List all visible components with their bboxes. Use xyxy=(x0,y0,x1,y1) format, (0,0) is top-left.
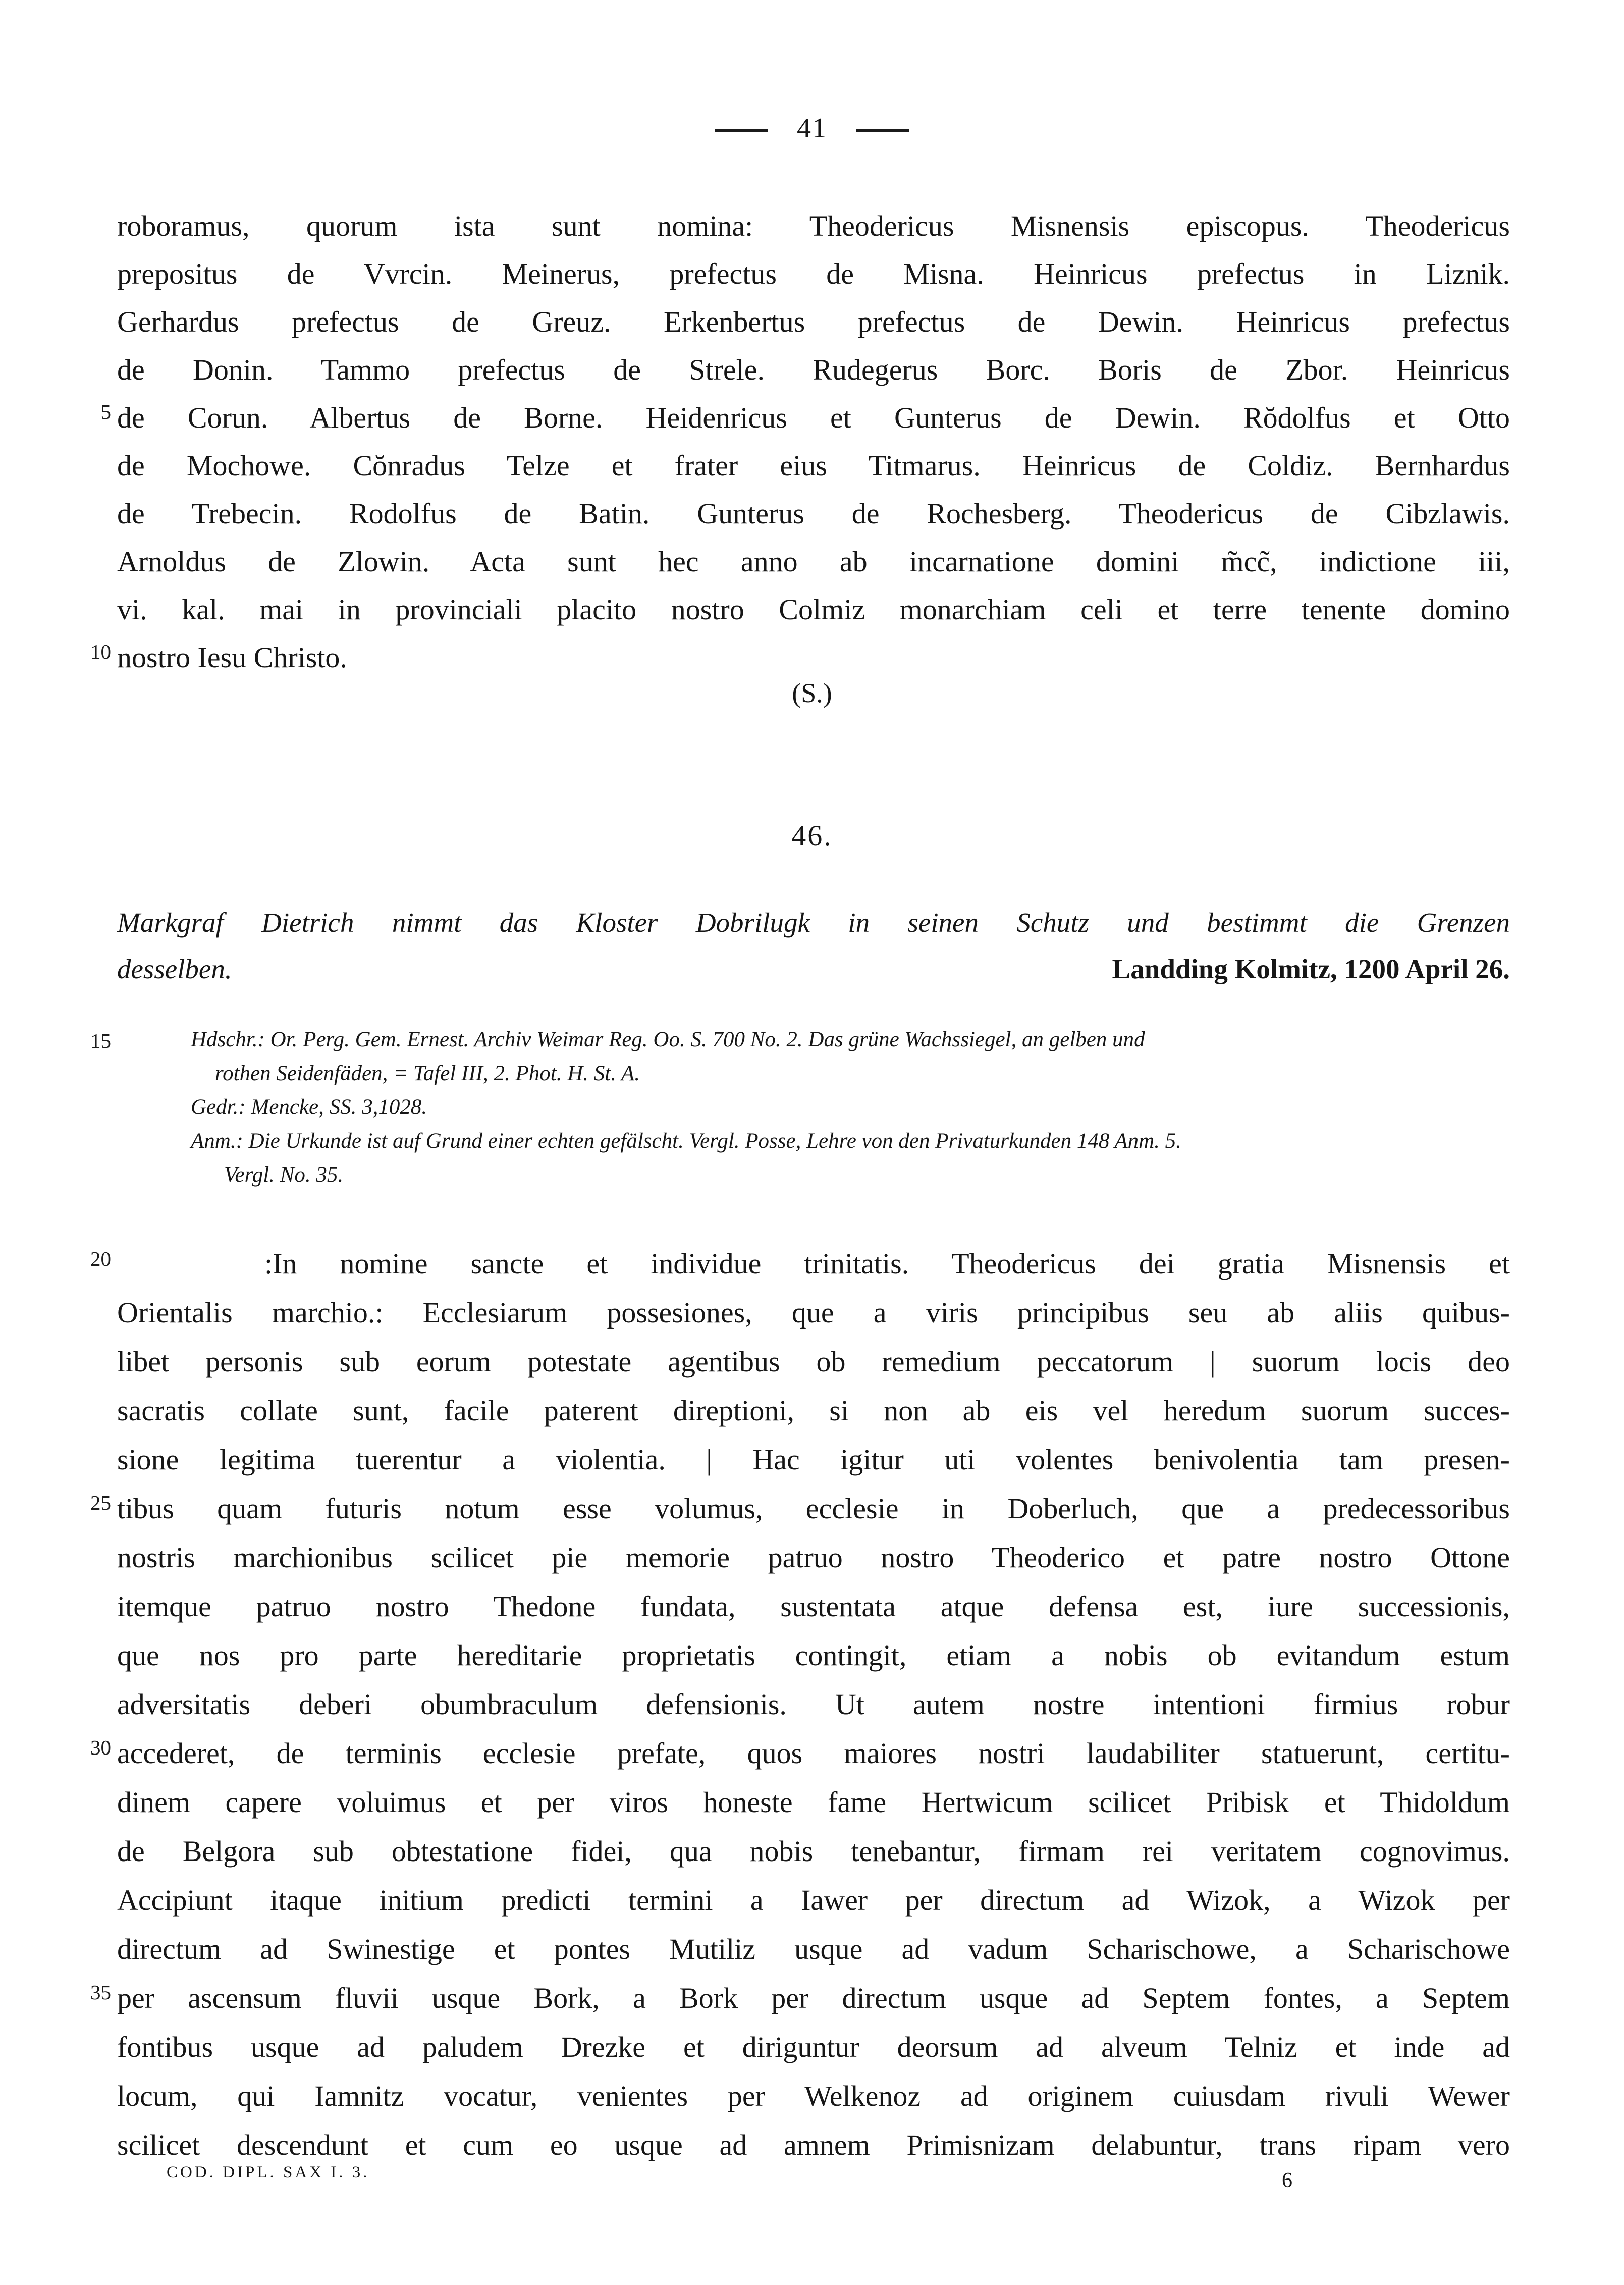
page-number-rule-right xyxy=(856,129,909,132)
text-line: Accipiunt itaque initium predicti termini a Iawer per directum ad Wizok, a Wizok per xyxy=(117,1884,1510,1917)
text-line: fontibus usque ad paludem Drezke et diriguntur deorsum ad alveum Telniz et inde ad xyxy=(117,2031,1510,2063)
text-line: nostro Iesu Christo. xyxy=(117,641,347,674)
text-line: Arnoldus de Zlowin. Acta sunt hec anno ab incarnatione domini m̃cc̃, indictione iii, xyxy=(117,545,1510,578)
text-line: dinem capere voluimus et per viros honeste fame Hertwicum scilicet Pribisk et Thidoldum xyxy=(117,1786,1510,1819)
text-line: vi. kal. mai in provinciali placito nostro Colmiz monarchiam celi et terre tenente domino xyxy=(117,593,1510,626)
text-line: de Trebecin. Rodolfus de Batin. Gunterus de Rochesberg. Theodericus de Cibzlawis. xyxy=(117,497,1510,530)
margin-line-number: 20 xyxy=(90,1247,111,1270)
regest xyxy=(117,899,1510,992)
text-line: itemque patruo nostro Thedone fundata, sustentata atque defensa est, iure successionis, xyxy=(117,1590,1510,1623)
charter-45-text-end xyxy=(117,202,1510,681)
text-line: per ascensum fluvii usque Bork, a Bork per directum usque ad Septem fontes, a Septem xyxy=(117,1982,1510,2014)
text-line: de Corun. Albertus de Borne. Heidenricus et Gunterus de Dewin. Rŏdolfus et Otto xyxy=(117,401,1510,434)
margin-line-number: 5 xyxy=(100,400,111,423)
page-header xyxy=(0,112,1624,144)
text-line: Orientalis marchio.: Ecclesiarum possesiones, que a viris principibus seu ab aliis quibus- xyxy=(117,1296,1510,1329)
apparatus-line-anm: Anm.: Die Urkunde ist auf Grund einer echten gefälscht. Vergl. Posse, Lehre von den Privaturkunden 148 Anm. 5. xyxy=(191,1129,1181,1153)
text-line: adversitatis deberi obumbraculum defensionis. Ut autem nostre intentioni firmius robur xyxy=(117,1688,1510,1721)
seal-mark: (S.) xyxy=(792,678,832,708)
margin-line-number: 15 xyxy=(90,1029,111,1052)
margin-line-number: 25 xyxy=(90,1491,111,1514)
margin-line-number: 10 xyxy=(90,640,111,663)
text-line: :In nomine sancte et individue trinitatis. Theodericus dei gratia Misnensis et xyxy=(264,1247,1510,1280)
apparatus-line-gedr: Gedr.: Mencke, SS. 3,1028. xyxy=(191,1095,427,1119)
text-line: que nos pro parte hereditarie proprietatis contingit, etiam a nobis ob evitandum estum xyxy=(117,1639,1510,1672)
charter-46-text xyxy=(117,1239,1510,2169)
page-number-rule-left xyxy=(715,129,768,132)
text-line: roboramus, quorum ista sunt nomina: Theodericus Misnensis episcopus. Theodericus xyxy=(117,209,1510,242)
text-line: locum, qui Iamnitz vocatur, venientes per Welkenoz ad originem cuiusdam rivuli Wewer xyxy=(117,2080,1510,2112)
date-place: Landding Kolmitz, 1200 April 26. xyxy=(1112,953,1510,984)
series-footer: COD. DIPL. SAX I. 3. xyxy=(167,2163,370,2182)
charter-number-heading: 46. xyxy=(791,819,833,852)
apparatus-line: Vergl. No. 35. xyxy=(224,1163,344,1187)
text-line: sacratis collate sunt, facile paterent direptioni, si non ab eis vel heredum suorum succes- xyxy=(117,1394,1510,1427)
margin-line-number: 35 xyxy=(90,1981,111,2004)
page-number: 41 xyxy=(797,113,827,144)
text-line: de Donin. Tammo prefectus de Strele. Rudegerus Borc. Boris de Zbor. Heinricus xyxy=(117,353,1510,386)
regest-line: Markgraf Dietrich nimmt das Kloster Dobrilugk in seinen Schutz und bestimmt die Grenzen xyxy=(117,907,1510,938)
text-line: tibus quam futuris notum esse volumus, ecclesie in Doberluch, que a predecessoribus xyxy=(117,1492,1510,1525)
text-line: de Mochowe. Cŏnradus Telze et frater eius Titmarus. Heinricus de Coldiz. Bernhardus xyxy=(117,449,1510,482)
margin-line-number: 30 xyxy=(90,1736,111,1759)
text-line: Gerhardus prefectus de Greuz. Erkenbertus prefectus de Dewin. Heinricus prefectus xyxy=(117,305,1510,338)
text-line: directum ad Swinestige et pontes Mutiliz usque ad vadum Scharischowe, a Scharischowe xyxy=(117,1933,1510,1965)
text-line: accederet, de terminis ecclesie prefate, quos maiores nostri laudabiliter statuerunt, certitu- xyxy=(117,1737,1510,1770)
text-line: sione legitima tuerentur a violentia. | Hac igitur uti volentes benivolentia tam presen- xyxy=(117,1443,1510,1476)
regest-line: desselben. xyxy=(117,953,232,984)
sheet-signature: 6 xyxy=(1282,2169,1292,2192)
text-line: scilicet descendunt et cum eo usque ad amnem Primisnizam delabuntur, trans ripam vero xyxy=(117,2129,1510,2161)
apparatus-notes xyxy=(191,1023,1513,1192)
apparatus-line-hdschr: Hdschr.: Or. Perg. Gem. Ernest. Archiv Weimar Reg. Oo. S. 700 No. 2. Das grüne Wachssiegel, an gelben und xyxy=(191,1028,1145,1051)
text-line: libet personis sub eorum potestate agentibus ob remedium peccatorum | suorum locis deo xyxy=(117,1345,1510,1378)
text-line: prepositus de Vvrcin. Meinerus, prefectus de Misna. Heinricus prefectus in Liznik. xyxy=(117,257,1510,290)
text-line: de Belgora sub obtestatione fidei, qua nobis tenebantur, firmam rei veritatem cognovimus. xyxy=(117,1835,1510,1868)
text-line: nostris marchionibus scilicet pie memorie patruo nostro Theoderico et patre nostro Ottone xyxy=(117,1541,1510,1574)
apparatus-line: rothen Seidenfäden, = Tafel III, 2. Phot. H. St. A. xyxy=(215,1061,640,1085)
